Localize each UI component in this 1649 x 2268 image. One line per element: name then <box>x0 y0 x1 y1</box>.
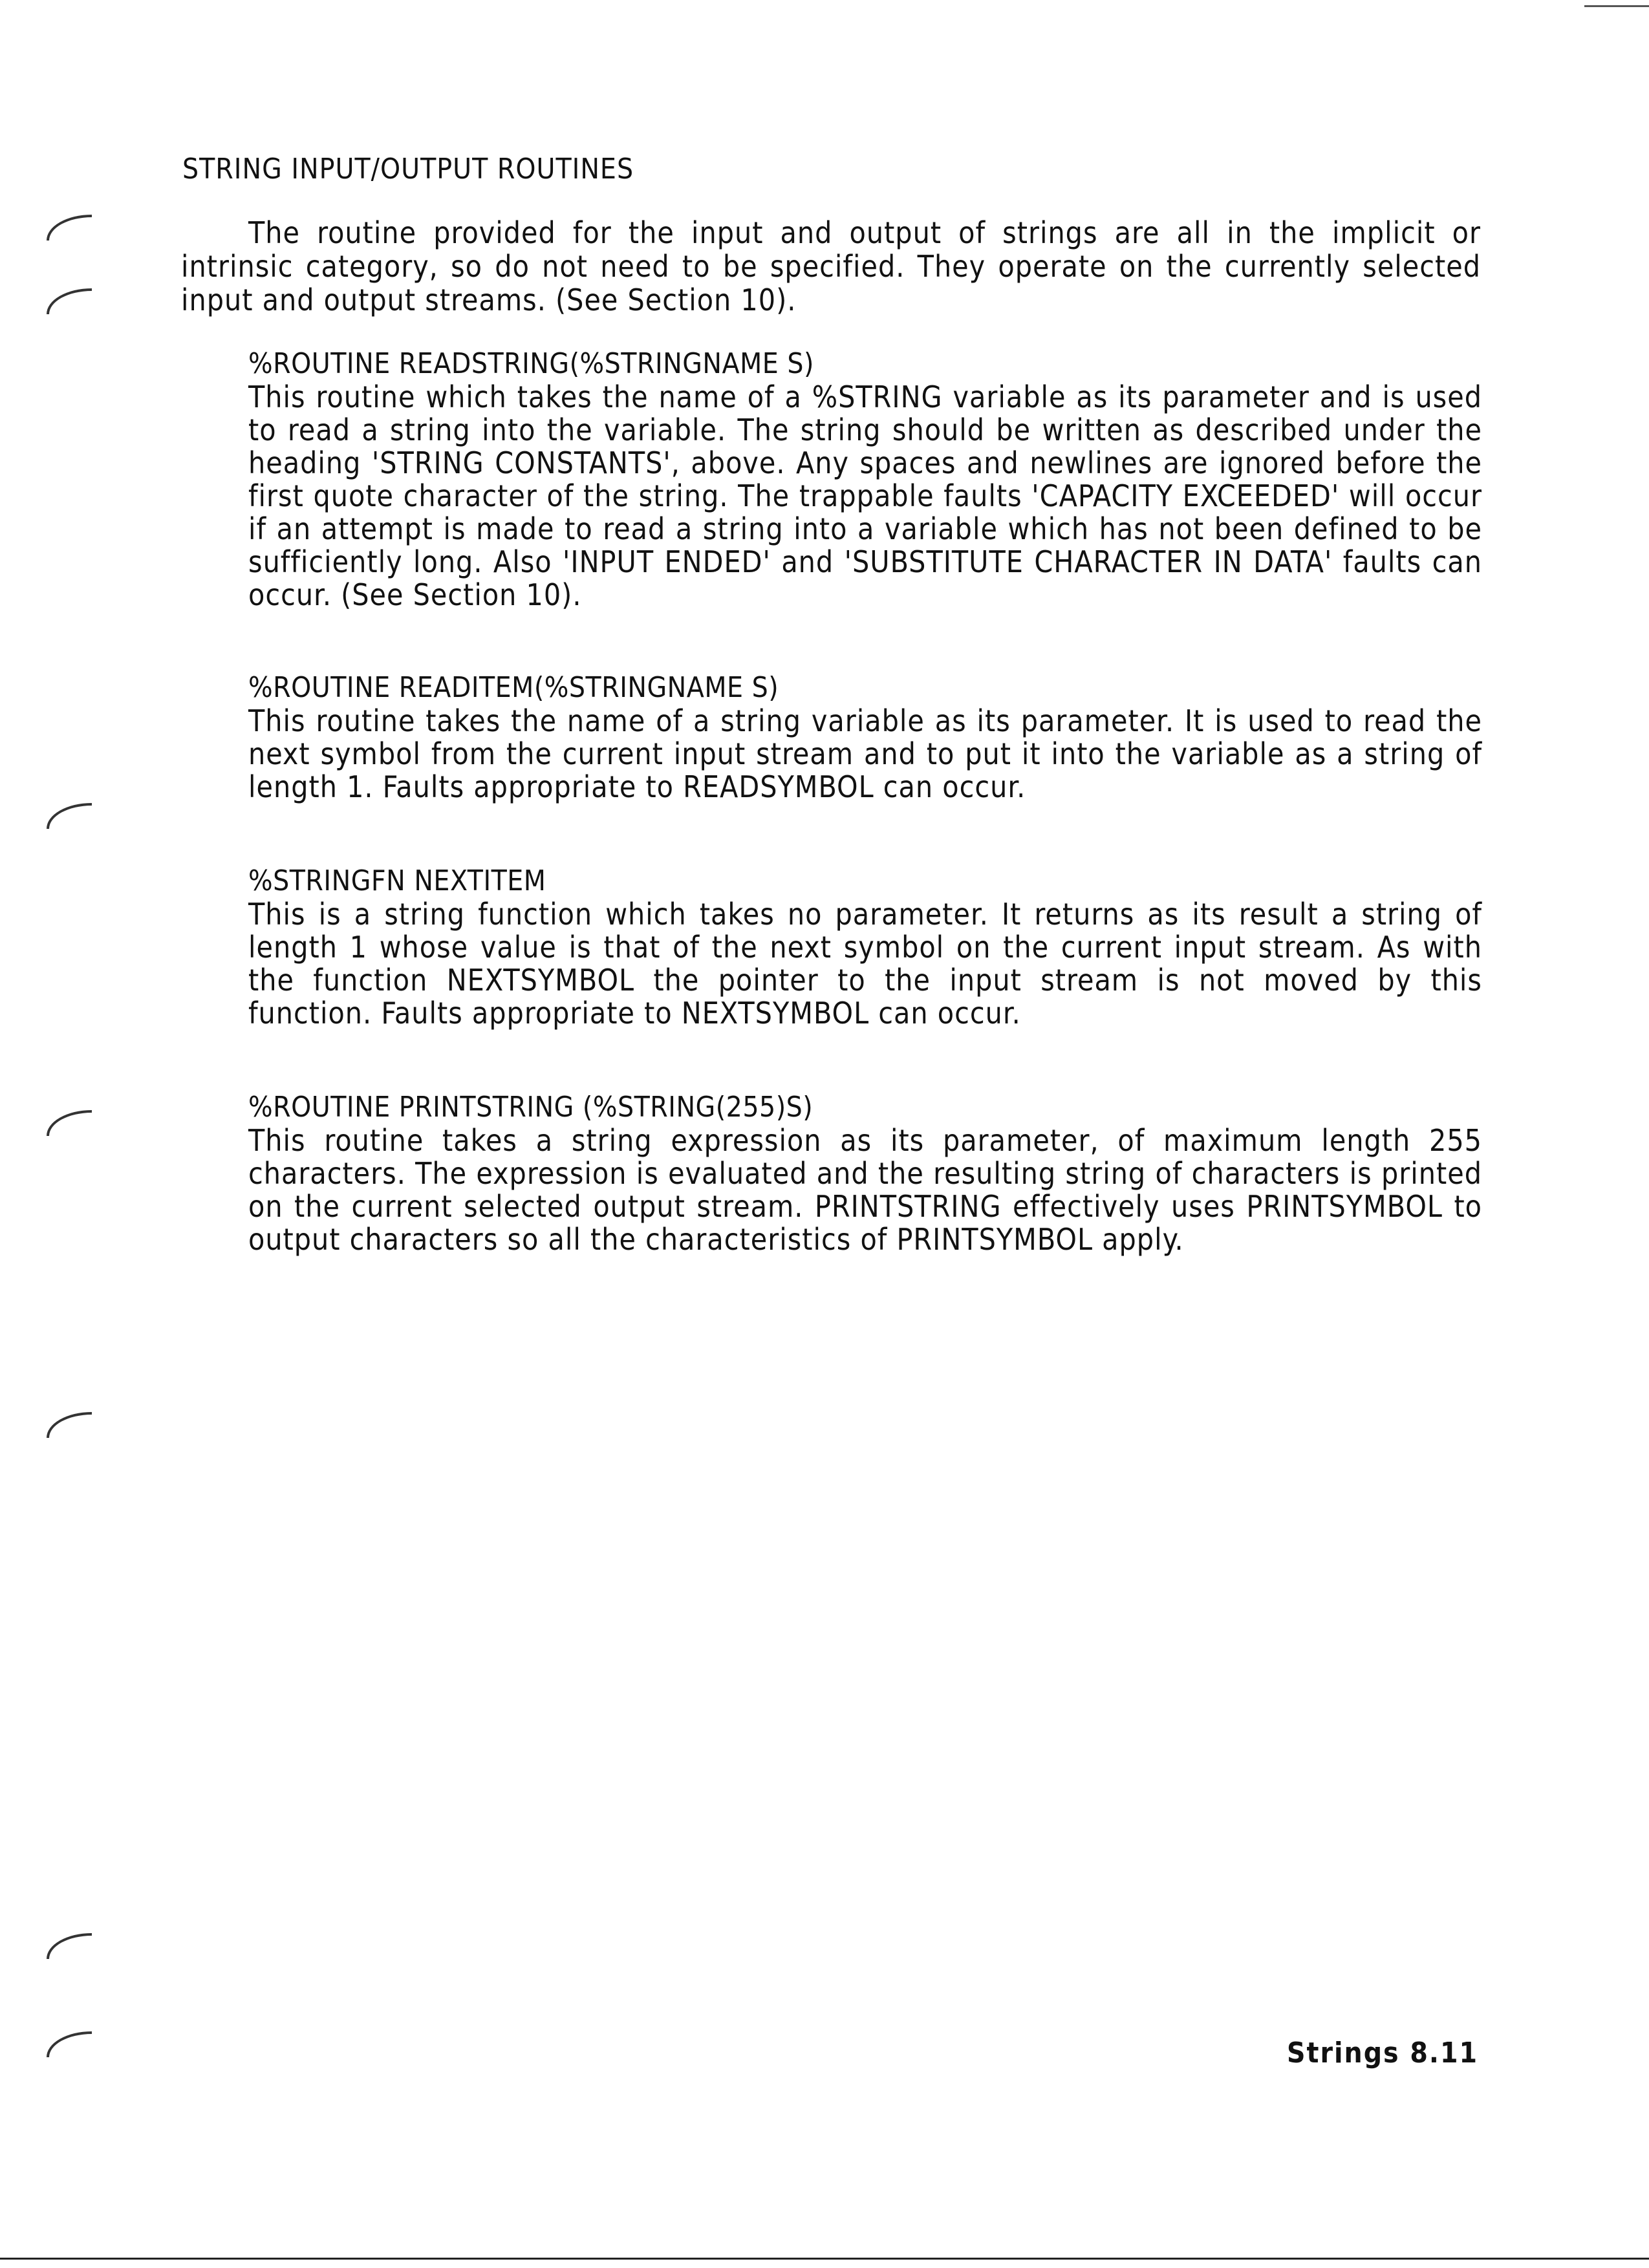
binder-hole-mark <box>47 1110 92 1136</box>
routine-entry <box>248 347 1482 612</box>
routine-signature: %ROUTINE READITEM(%STRINGNAME S) <box>248 671 779 704</box>
binder-hole-mark <box>47 215 92 241</box>
binder-hole-mark <box>47 1412 92 1438</box>
routine-entry <box>248 864 1482 1030</box>
routine-description: This routine takes a string expression as its parameter, of maximum length 255 characters. The expression is evaluated and the resulting string of characters is printed on the current selected output stream. PRINTSTRING effectively uses PRINTSYMBOL to output characters so all the characteristics of PRINTSYMBOL apply. <box>248 1123 1482 1257</box>
routine-signature: %ROUTINE READSTRING(%STRINGNAME S) <box>248 347 814 380</box>
binder-hole-mark <box>47 2031 92 2057</box>
routine-signature: %STRINGFN NEXTITEM <box>248 864 546 897</box>
routine-description: This is a string function which takes no parameter. It returns as its result a string of length 1 whose value is that of the next symbol on the current input stream. As with the function NEXTSYMBOL the pointer to the input stream is not moved by this function. Faults appropriate to NEXTSYMBOL can occur. <box>248 897 1482 1031</box>
binder-hole-mark <box>47 1933 92 1959</box>
bottom-edge-line <box>0 2258 1649 2260</box>
binder-hole-mark <box>47 803 92 829</box>
routine-entry <box>248 1091 1482 1256</box>
binder-hole-mark <box>47 288 92 314</box>
top-edge-line <box>1584 5 1649 7</box>
section-heading: STRING INPUT/OUTPUT ROUTINES <box>182 153 634 186</box>
intro-paragraph: The routine provided for the input and output of strings are all in the implicit or intrinsic category, so do not need to be specified. They operate on the currently selected input and output streams. (See Section 10). <box>181 215 1481 317</box>
routine-entry <box>248 671 1482 804</box>
routine-description: This routine which takes the name of a %STRING variable as its parameter and is used to read a string into the variable. The string should be written as described under the heading 'STRING CONSTANTS', above. Any spaces and newlines are ignored before the first quote character of the string. The trappable faults 'CAPACITY EXCEEDED' will occur if an attempt is made to read a string into a variable which has not been defined to be sufficiently long. Also 'INPUT ENDED' and 'SUBSTITUTE CHARACTER IN DATA' faults can occur. (See Section 10). <box>248 380 1482 612</box>
routine-signature: %ROUTINE PRINTSTRING (%STRING(255)S) <box>248 1091 814 1124</box>
page-footer: Strings 8.11 <box>1287 2037 1479 2070</box>
routine-description: This routine takes the name of a string variable as its parameter. It is used to read the next symbol from the current input stream and to put it into the variable as a string of length 1. Faults appropriate to READSYMBOL can occur. <box>248 703 1482 804</box>
